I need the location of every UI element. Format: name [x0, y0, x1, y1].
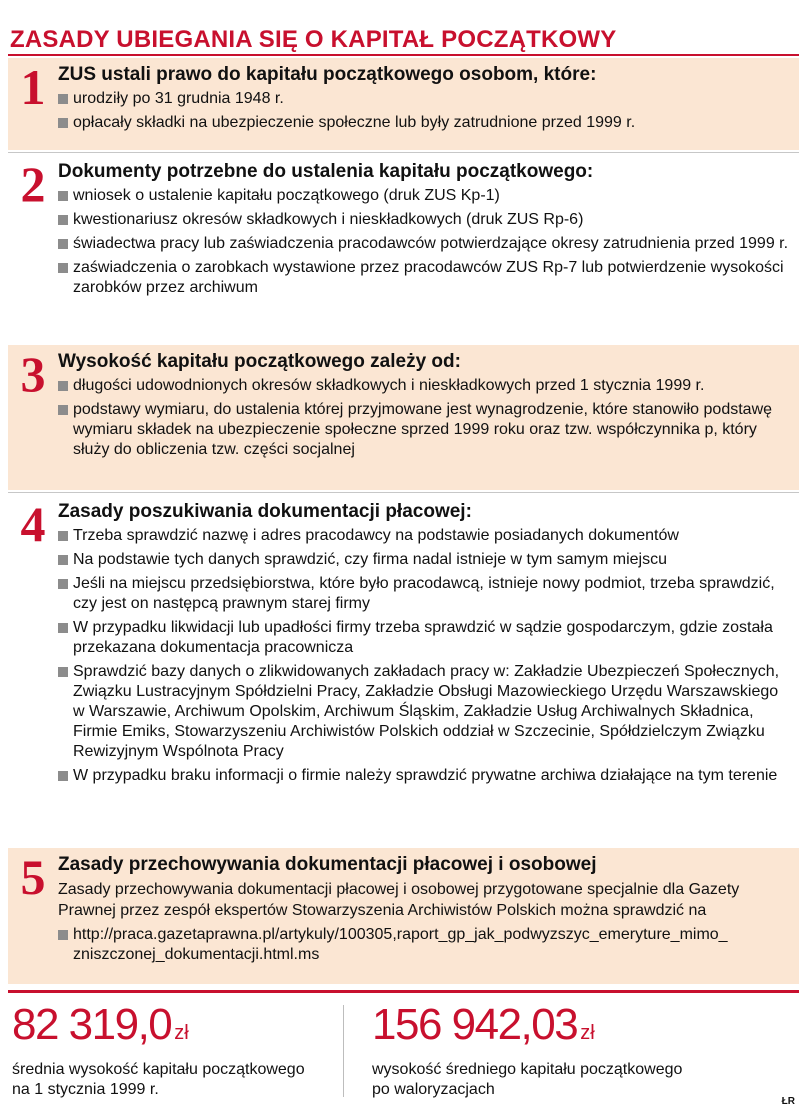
square-bullet-icon: [58, 623, 68, 633]
stat-caption-line2: na 1 stycznia 1999 r.: [12, 1081, 159, 1098]
section-number: 1: [20, 59, 46, 115]
list-item: Jeśli na miejscu przedsiębiorstwa, które było pracodawcą, istnieje nowy podmiot, trzeba sprawdzić, czy jest on następcą prawnym starej firmy: [58, 574, 789, 614]
section-intro: Zasady przechowywania dokumentacji płacowej i osobowej przygotowane specjalnie dla Gazety Prawnej przez zespół ekspertów Stowarzyszenia Archiwistów Polskich można sprawdzić na: [58, 881, 740, 919]
list-item: kwestionariusz okresów składkowych i nieskładkowych (druk ZUS Rp-6): [58, 210, 789, 230]
stat-unit: zł: [580, 1022, 595, 1044]
square-bullet-icon: [58, 381, 68, 391]
square-bullet-icon: [58, 667, 68, 677]
square-bullet-icon: [58, 930, 68, 940]
section-4: [8, 495, 799, 845]
author-credit: ŁR: [781, 1096, 795, 1107]
section-list: [58, 186, 789, 298]
square-bullet-icon: [58, 94, 68, 104]
stat-average-capital: [12, 1000, 305, 1100]
section-list: [58, 526, 789, 786]
list-item: zaświadczenia o zarobkach wystawione przez pracodawców ZUS Rp-7 lub potwierdzenie wysokości zarobków przez archiwum: [58, 258, 789, 298]
list-item: świadectwa pracy lub zaświadczenia pracodawców potwierdzające okresy zatrudnienia przed 1999 r.: [58, 234, 789, 254]
section-heading: ZUS ustali prawo do kapitału początkowego osobom, które:: [58, 64, 597, 85]
list-item: opłacały składki na ubezpieczenie społeczne lub były zatrudnione przed 1999 r.: [58, 113, 789, 133]
stat-value: 82 319,0: [12, 1000, 172, 1049]
list-item: wniosek o ustalenie kapitału początkowego (druk ZUS Kp-1): [58, 186, 789, 206]
title-rule: [8, 54, 799, 56]
list-item: długości udowodnionych okresów składkowych i nieskładkowych przed 1 stycznia 1999 r.: [58, 376, 789, 396]
square-bullet-icon: [58, 239, 68, 249]
square-bullet-icon: [58, 118, 68, 128]
stat-divider: [343, 1005, 344, 1097]
section-heading: Wysokość kapitału początkowego zależy od:: [58, 351, 461, 372]
section-list: [58, 376, 789, 460]
square-bullet-icon: [58, 771, 68, 781]
square-bullet-icon: [58, 263, 68, 273]
bottom-rule: [8, 990, 799, 993]
stat-caption-line1: wysokość średniego kapitału początkowego: [372, 1061, 683, 1078]
stat-caption-line2: po waloryzacjach: [372, 1081, 495, 1098]
stat-unit: zł: [174, 1022, 189, 1044]
square-bullet-icon: [58, 215, 68, 225]
url-link[interactable]: http://praca.gazetaprawna.pl/artykuly/100305,raport_gp_jak_podwyzszyc_emeryture_mimo_ zniszczonej_dokumentacji.html.ms: [73, 926, 728, 963]
square-bullet-icon: [58, 191, 68, 201]
section-1: [8, 58, 799, 150]
section-number: 4: [20, 496, 46, 552]
section-heading: Dokumenty potrzebne do ustalenia kapitału początkowego:: [58, 161, 594, 182]
list-item: urodziły po 31 grudnia 1948 r.: [58, 89, 789, 109]
section-heading: Zasady poszukiwania dokumentacji płacowej:: [58, 501, 472, 522]
list-item: W przypadku likwidacji lub upadłości firmy trzeba sprawdzić w sądzie gospodarczym, gdzie została przekazana dokumentacja pracownicza: [58, 618, 789, 658]
section-divider: [8, 492, 799, 493]
stat-valorized-capital: [372, 1000, 682, 1100]
page-title: ZASADY UBIEGANIA SIĘ O KAPITAŁ POCZĄTKOWY: [10, 26, 617, 53]
square-bullet-icon: [58, 579, 68, 589]
section-number: 5: [20, 849, 46, 905]
section-list: [58, 925, 789, 965]
section-list: [58, 89, 789, 133]
section-heading: Zasady przechowywania dokumentacji płacowej i osobowej: [58, 854, 597, 875]
section-number: 2: [20, 156, 46, 212]
section-divider: [8, 152, 799, 153]
section-2: [8, 155, 799, 343]
section-number: 3: [20, 346, 46, 402]
list-item: Sprawdzić bazy danych o zlikwidowanych zakładach pracy w: Zakładzie Ubezpieczeń Społecznych, Związku Lustracyjnym Spółdzielni Pracy, Zakładzie Obsługi Mazowieckiego Urzędu Warszawskiego w Warszawie, Archiwum Opolskim, Archiwum Śląskim, Zakładzie Usług Archiwalnych Składnica, Firmie Emiks, Stowarzyszeniu Archiwistów Polskich oddział w Szczecinie, Spółdzielczym Związku Rewizyjnym Wspólnota Pracy: [58, 662, 789, 762]
stat-caption-line1: średnia wysokość kapitału początkowego: [12, 1061, 305, 1078]
stat-value: 156 942,03: [372, 1000, 578, 1049]
square-bullet-icon: [58, 555, 68, 565]
list-item: W przypadku braku informacji o firmie należy sprawdzić prywatne archiwa działające na tym terenie: [58, 766, 789, 786]
list-item: Na podstawie tych danych sprawdzić, czy firma nadal istnieje w tym samym miejscu: [58, 550, 789, 570]
list-item: podstawy wymiaru, do ustalenia której przyjmowane jest wynagrodzenie, które stanowiło podstawę wymiaru składek na ubezpieczenie społeczne sprzed 1999 roku oraz tzw. współczynnika p, który służy do obliczenia tzw. części socjalnej: [58, 400, 789, 460]
url-item[interactable]: [58, 925, 789, 965]
list-item: Trzeba sprawdzić nazwę i adres pracodawcy na podstawie posiadanych dokumentów: [58, 526, 789, 546]
square-bullet-icon: [58, 405, 68, 415]
section-3: [8, 345, 799, 490]
square-bullet-icon: [58, 531, 68, 541]
section-5: [8, 848, 799, 984]
